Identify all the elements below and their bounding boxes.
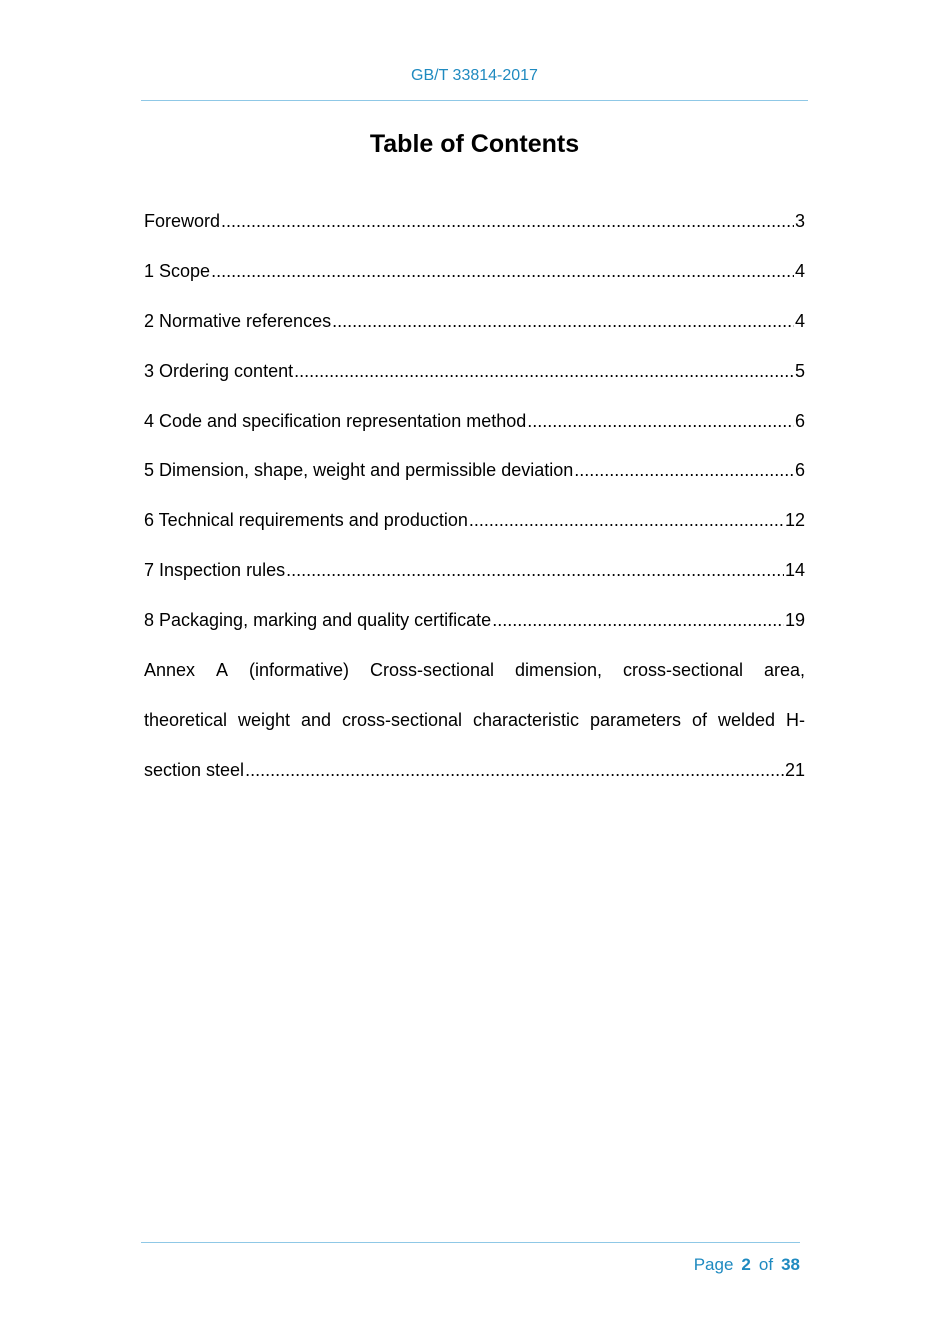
toc-entry-annex-a[interactable] [144,655,805,805]
dot-leader [527,406,794,436]
toc-entry-foreword[interactable] [144,206,805,256]
total-pages: 38 [781,1255,800,1274]
toc-entry-page: 19 [784,610,805,631]
annex-word: parameters [589,709,682,730]
toc-entry-dimension-shape-weight[interactable] [144,455,805,505]
header-divider [141,100,808,101]
annex-word: Annex [144,660,196,681]
table-of-contents [144,206,805,805]
toc-entry-technical-requirements[interactable] [144,505,805,555]
annex-line-1 [144,655,805,705]
dot-leader [221,206,794,236]
toc-entry-text: 3 Ordering content [144,360,294,381]
toc-entry-page: 5 [794,360,805,381]
annex-word: welded [717,709,775,730]
toc-entry-page: 4 [794,310,805,331]
toc-entry-page: 12 [784,510,805,531]
annex-word: A [216,660,229,681]
toc-entry-scope[interactable] [144,256,805,306]
annex-line-3 [144,755,805,805]
dot-leader [286,555,784,585]
toc-entry-page: 14 [784,560,805,581]
toc-entry-code-and-specification[interactable] [144,406,805,456]
page-label: Page [693,1255,734,1274]
annex-word: area, [763,660,805,681]
annex-word: and [301,709,332,730]
toc-entry-text: section steel [144,759,245,780]
dot-leader [469,505,784,535]
dot-leader [574,455,794,485]
toc-entry-page: 6 [794,460,805,481]
annex-word: characteristic [473,709,580,730]
current-page-number: 2 [741,1255,751,1274]
toc-entry-text: 4 Code and specification representation method [144,410,527,431]
toc-entry-text: 2 Normative references [144,310,332,331]
annex-word: (informative) [248,660,349,681]
dot-leader [294,356,794,386]
annex-word: Cross-sectional [369,660,494,681]
annex-word: cross-sectional [342,709,463,730]
annex-word: weight [238,709,291,730]
standard-code: GB/T 33814-2017 [411,67,538,84]
dot-leader [332,306,794,336]
page-footer [694,1255,800,1275]
annex-word: cross-sectional [622,660,743,681]
toc-entry-text: 7 Inspection rules [144,560,286,581]
toc-entry-normative-references[interactable] [144,306,805,356]
of-label: of [758,1255,774,1274]
toc-entry-packaging-marking[interactable] [144,605,805,655]
page-title: Table of Contents [369,130,580,158]
toc-entry-page: 3 [794,211,805,231]
toc-entry-ordering-content[interactable] [144,356,805,406]
annex-word: of [691,709,707,730]
footer-divider [141,1242,800,1243]
dot-leader [245,755,784,785]
toc-entry-page: 4 [794,260,805,281]
toc-entry-text: 6 Technical requirements and production [144,510,468,531]
annex-word: theoretical [144,709,228,730]
toc-entry-page: 21 [784,759,805,780]
toc-entry-text: Foreword [144,211,221,231]
annex-word: H- [785,709,805,730]
toc-entry-text: 5 Dimension, shape, weight and permissible deviation [144,460,574,481]
toc-entry-page: 6 [794,410,805,431]
dot-leader [211,256,794,286]
annex-word: dimension, [514,660,602,681]
toc-entry-text: 8 Packaging, marking and quality certificate [144,610,492,631]
toc-entry-inspection-rules[interactable] [144,555,805,605]
dot-leader [492,605,784,635]
toc-entry-text: 1 Scope [144,260,211,281]
running-header [141,67,808,85]
annex-line-2 [144,705,805,755]
